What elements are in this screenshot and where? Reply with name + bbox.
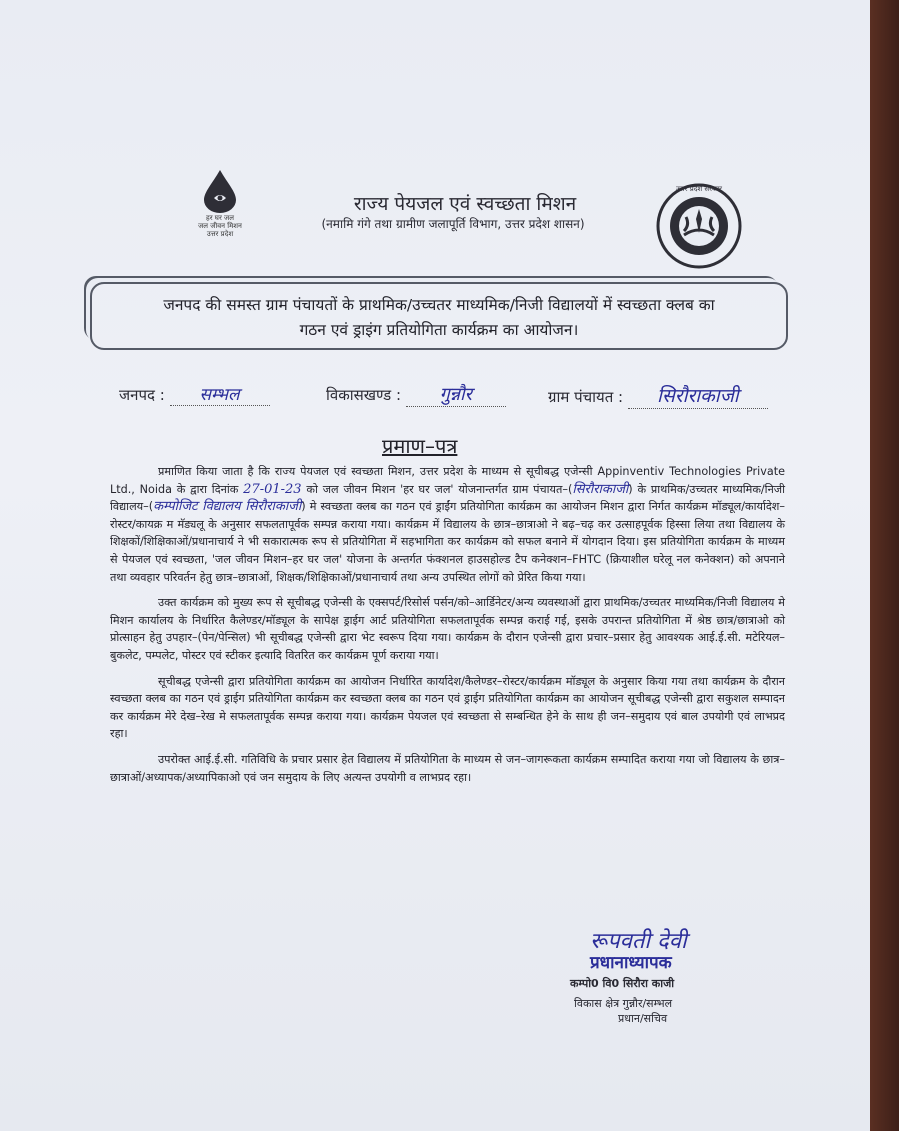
water-drop-icon [200,168,240,214]
certificate-title: प्रमाण–पत्र [382,434,458,458]
paragraph-4: उपरोक्त आई.ई.सी. गतिविधि के प्रचार प्रसार हेत विद्यालय में प्रतियोगिता के माध्यम से जन–जागरूकता कार्यक्रम सम्पादित कराया गया जो विद्यालय के छात्र–छात्राओं/अध्यापक/अध्यापिकाओ एवं जन समुदाय के लिए अत्यन्त उपयोगी व लाभप्रद रहा। [110,752,785,784]
block-value: गुन्नौर [439,384,472,405]
p1-text-b: को जल जीवन मिशन 'हर घर जल' योजनान्तर्गत ग्राम पंचायत–( [306,482,573,496]
programme-banner [90,282,788,350]
district-value: सम्भल [199,385,240,405]
p1-school-name: कम्पोजिट विद्यालय सिरौराकाजी [153,499,302,515]
seal-emblem-icon [656,183,742,269]
logo-caption-1: हर घर जल [206,214,234,222]
up-government-seal [656,183,742,269]
seal-text: उत्तर प्रदेश सरकार [675,185,723,193]
background-edge [870,0,899,1131]
paragraph-2: उक्त कार्यक्रम को मुख्य रूप से सूचीबद्ध एजेन्सी के एक्सपर्ट/रिसोर्स पर्सन/को–आर्डिनेटर/अन्य व्यवस्थाओं द्वारा प्राथमिक/उच्चतर माध्यमिक/निजी विद्यालय मे मिशन कार्यालय के निर्धारित कैलेण्डर/मॉड्यूल के सापेक्ष ड्राईग आर्ट प्रतियोगिता सफलतापूर्वक सम्पन्न कराई गई, इसके उपरान्त प्रतियोगिता में श्रेष्ठ छात्र/छात्राओ को प्रोत्साहन हेतु उपहार–(पेन/पेन्सिल) भी सूचीबद्ध एजेन्सी द्वारा भेट स्वरूप दिया गया। कार्यक्रम के दौरान एजेन्सी द्वारा प्रचार–प्रसार हेतु आवश्यक आई.ई.सी. मटेरियल–बुकलेट, पम्पलेट, पोस्टर एवं स्टीकर इत्यादि वितरित कर कार्यक्रम पूर्ण कराया गया। [110,596,785,662]
har-ghar-jal-logo [186,168,254,246]
district-field [119,382,270,406]
signature-name: रूपवती देवी [590,929,687,954]
school-stamp-line-2: विकास क्षेत्र गुन्नौर/सम्भल [574,997,673,1010]
block-field [326,382,506,407]
signatory-role: प्रधान/सचिव [618,1012,668,1025]
p1-text-a: प्रमाणित किया जाता है कि राज्य पेयजल एवं स्वच्छता मिशन, उत्तर प्रदेश के माध्यम से सूचीबद्ध एजेन्सी Appinventiv Technologies Private Ltd., Noida के द्वारा दिनांक [110,465,785,496]
logo-caption-3: उत्तर प्रदेश [206,230,234,238]
gram-panchayat-value: सिरौराकाजी [657,385,739,407]
department-title: राज्य पेयजल एवं स्वच्छता मिशन [353,193,577,215]
programme-date: 27-01-23 [243,481,302,497]
banner-line-1: जनपद की समस्त ग्राम पंचायतों के प्राथमिक/उच्चतर माध्यमिक/निजी विद्यालयों में स्वच्छता क्लब का [163,296,715,314]
paragraph-1 [110,463,785,586]
school-stamp-line-1: कम्पो0 वि0 सिरौरा काजी [570,977,675,990]
district-label: जनपद : [119,386,165,404]
p1-text-d: ) मे स्वच्छता क्लब का गठन एवं ड्राईंग प्रतियोगिता कार्यक्रम का आयोजन मिशन द्वारा निर्गत कार्यक्रम मॉड्यूल/कार्यादेश–रोस्टर/कायक्र म मॅड्यलू के अनुसार सफलतापूर्वक सम्पन्न कराया गया। कार्यक्रम में विद्यालय के छात्र–छात्राओ ने बढ़–चढ़ कर उत्साहपूर्वक हिस्सा लिया तथा विद्यालय के शिक्षकों/शिक्षिकाओं/प्रधानाचार्य ने भी सकारात्मक रूप से प्रतियोगिता में सहभागिता कर कार्यक्रम को सफल बनाने में योगदान दिया। इस प्रतियोगिता कार्यक्रम के माध्यम से पेयजल एवं स्वच्छता, 'जल जीवन मिशन–हर घर जल' योजना के अन्तर्गत फंक्शनल हाउसहोल्ड टैप कनेक्शन–FHTC (क्रियाशील घरेलू नल कनेक्शन) को अपनाने तथा व्यवहार परिवर्तन हेतु छात्र–छात्राओं, शिक्षक/शिक्षिकाओं/प्रधानाचार्य तथा अन्य उपस्थित लोगों को प्रेरित किया गया। [110,500,785,584]
gram-panchayat-label: ग्राम पंचायत : [548,388,624,406]
department-subtitle: (नमामि गंगे तथा ग्रामीण जलापूर्ति विभाग, उत्तर प्रदेश शासन) [321,217,585,231]
p1-gram-panchayat: सिरौराकाजी [572,481,629,497]
block-label: विकासखण्ड : [326,386,402,404]
paragraph-3: सूचीबद्ध एजेन्सी द्वारा प्रतियोगिता कार्यक्रम का आयोजन निर्धारित कार्यादेश/कैलेण्डर–रोस्टर/कार्यक्रम मॉड्यूल के अनुसार किया गया तथा कार्यक्रम के दौरान स्वच्छता क्लब का गठन एवं ड्राईग प्रतियोगिता कार्यक्रम कर स्वच्छता क्लब का गठन एवं ड्राईग प्रतियोगिता कार्यक्रम का आयोजन सूचीबद्ध एजेन्सी द्वारा सकुशल सम्पादन कर कार्यक्रम मेरे देख–रेख मे सफलतापूर्वक सम्पन्न कराया गया। कार्यक्रम पेयजल एवं स्वच्छता से सम्बन्धित हेने के साथ ही जन–समुदाय एवं बाल उपयोगी एवं लाभप्रद रहा। [110,674,785,741]
certificate-body [110,463,785,786]
p1-text-c: ) के प्राथमिक/उच्चतर माध्यमिक/निजी विद्यालय–( [110,482,785,514]
banner-line-2: गठन एवं ड्राइंग प्रतियोगिता कार्यक्रम का आयोजन। [299,321,579,339]
signature-designation: प्रधानाध्यापक [590,953,672,973]
gram-panchayat-field [548,382,768,409]
logo-caption-2: जल जीवन मिशन [198,222,242,230]
